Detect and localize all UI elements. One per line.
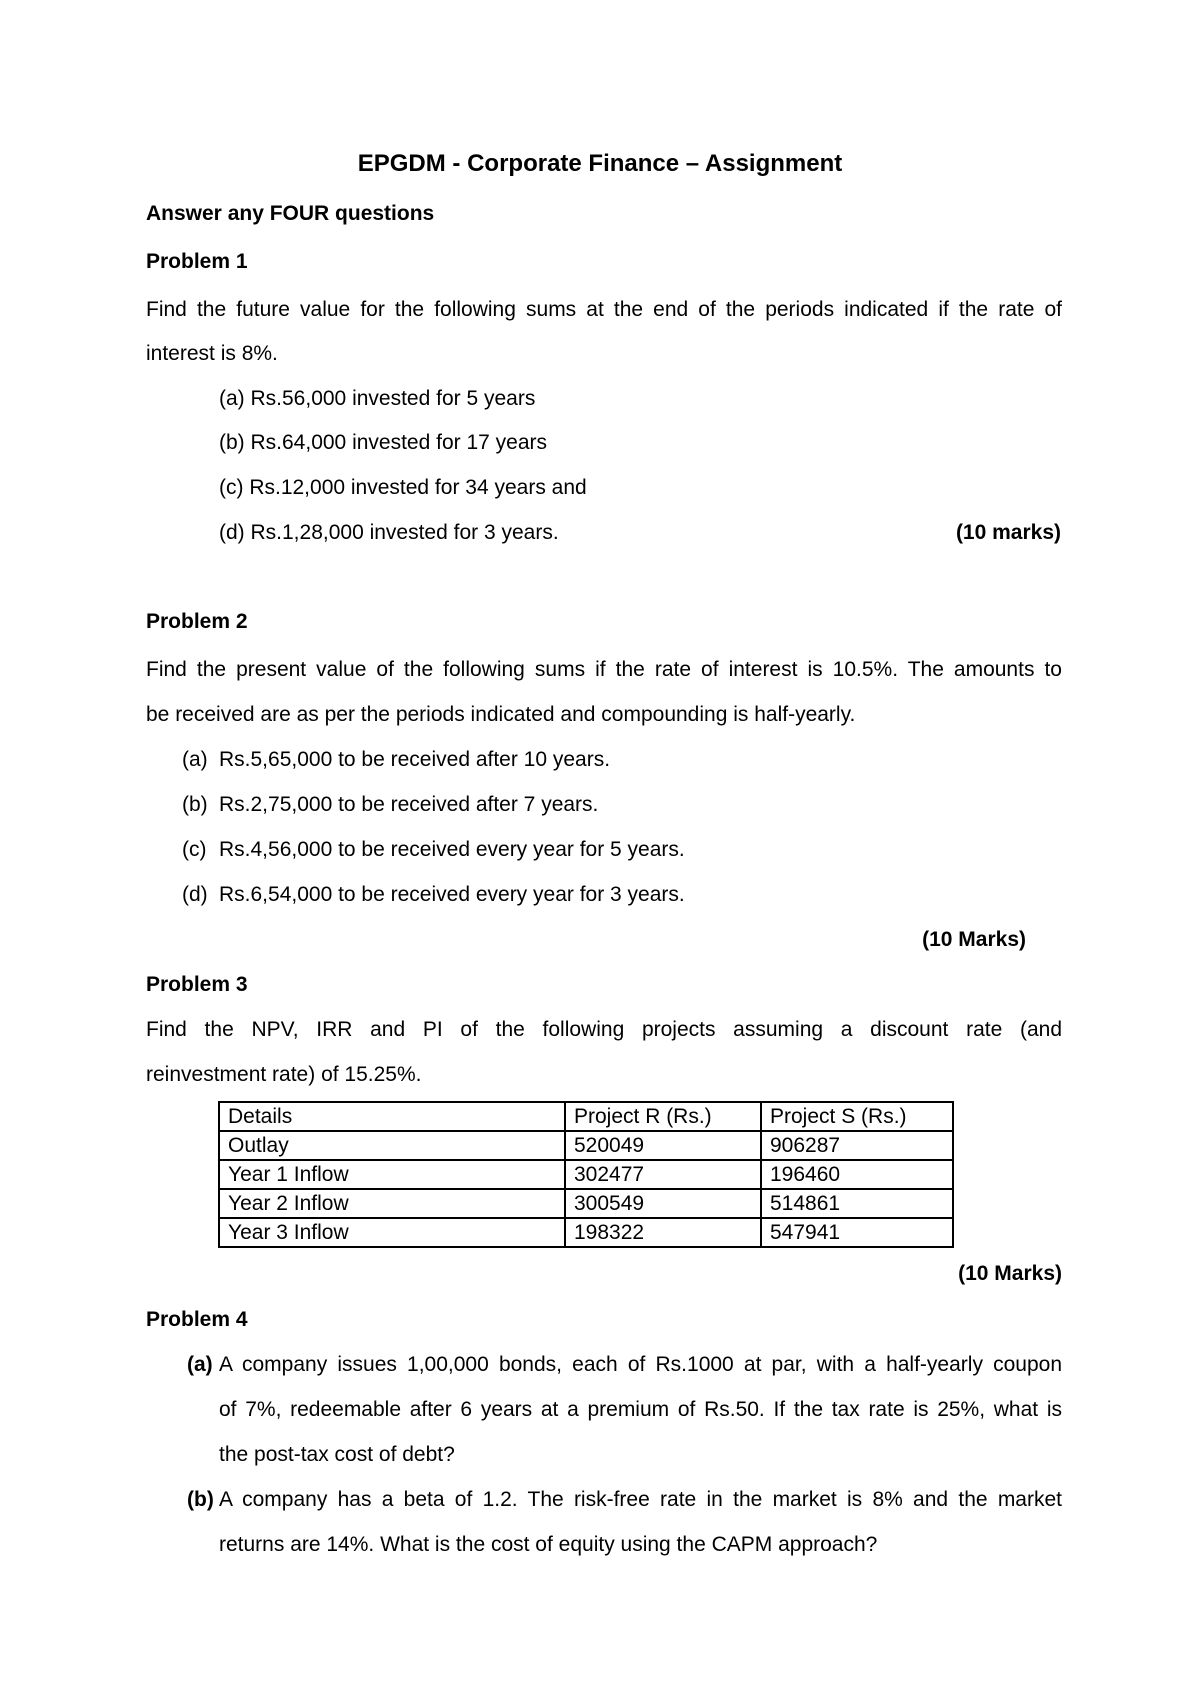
table-row xyxy=(219,1131,953,1160)
table-cell: 198322 xyxy=(565,1218,761,1247)
problem-4-b-line-2: returns are 14%. What is the cost of equity using the CAPM approach? xyxy=(219,1533,878,1556)
problem-2-marks: (10 Marks) xyxy=(922,928,1026,951)
problem-2-item-a-label: (a) xyxy=(182,748,208,771)
problem-1-text-line-1: Find the future value for the following sums at the end of the periods indicated if the rate of xyxy=(146,298,1062,321)
problem-2-item-d-text: Rs.6,54,000 to be received every year for 3 years. xyxy=(219,883,685,906)
problem-1-item-d: (d) Rs.1,28,000 invested for 3 years. xyxy=(219,521,559,544)
projects-table xyxy=(218,1101,954,1248)
table-cell: 302477 xyxy=(565,1160,761,1189)
problem-3-marks: (10 Marks) xyxy=(958,1262,1062,1285)
problem-1-item-b: (b) Rs.64,000 invested for 17 years xyxy=(219,431,548,454)
problem-2-item-b-text: Rs.2,75,000 to be received after 7 years. xyxy=(219,793,599,816)
problem-2-item-a-text: Rs.5,65,000 to be received after 10 years. xyxy=(219,748,611,771)
page-title: EPGDM - Corporate Finance – Assignment xyxy=(357,150,843,177)
problem-1-marks: (10 marks) xyxy=(955,521,1061,544)
problem-2-text-line-2: be received are as per the periods indicated and compounding is half-yearly. xyxy=(146,703,856,726)
table-cell: 196460 xyxy=(761,1160,953,1189)
table-row xyxy=(219,1160,953,1189)
table-header-cell: Details xyxy=(219,1102,565,1131)
table-cell: Outlay xyxy=(219,1131,565,1160)
problem-4-a-line-1: A company issues 1,00,000 bonds, each of Rs.1000 at par, with a half-yearly coupon xyxy=(219,1353,1062,1376)
table-header-cell: Project S (Rs.) xyxy=(761,1102,953,1131)
problem-3-heading: Problem 3 xyxy=(146,973,248,996)
table-cell: 300549 xyxy=(565,1189,761,1218)
table-cell: 514861 xyxy=(761,1189,953,1218)
problem-4-heading: Problem 4 xyxy=(146,1308,248,1331)
instruction: Answer any FOUR questions xyxy=(146,202,435,225)
problem-4-b-label: (b) xyxy=(187,1488,214,1511)
problem-2-text-line-1: Find the present value of the following sums if the rate of interest is 10.5%. The amounts to xyxy=(146,658,1062,681)
problem-4-a-line-2: of 7%, redeemable after 6 years at a premium of Rs.50. If the tax rate is 25%, what is xyxy=(219,1398,1062,1421)
problem-3-text-line-1: Find the NPV, IRR and PI of the following projects assuming a discount rate (and xyxy=(146,1018,1062,1041)
problem-2-item-b-label: (b) xyxy=(182,793,208,816)
problem-2-item-c-text: Rs.4,56,000 to be received every year for 5 years. xyxy=(219,838,685,861)
problem-1-item-c: (c) Rs.12,000 invested for 34 years and xyxy=(219,476,587,499)
table-cell: Year 2 Inflow xyxy=(219,1189,565,1218)
problem-2-heading: Problem 2 xyxy=(146,610,248,633)
table-header-cell: Project R (Rs.) xyxy=(565,1102,761,1131)
problem-1-heading: Problem 1 xyxy=(146,250,248,273)
problem-4-a-line-3: the post-tax cost of debt? xyxy=(219,1443,455,1466)
problem-1-item-a: (a) Rs.56,000 invested for 5 years xyxy=(219,387,536,410)
table-cell: Year 3 Inflow xyxy=(219,1218,565,1247)
problem-2-item-c-label: (c) xyxy=(182,838,207,861)
table-cell: 520049 xyxy=(565,1131,761,1160)
problem-4-b-line-1: A company has a beta of 1.2. The risk-free rate in the market is 8% and the market xyxy=(219,1488,1062,1511)
table-cell: 547941 xyxy=(761,1218,953,1247)
table-row xyxy=(219,1189,953,1218)
problem-1-text-line-2: interest is 8%. xyxy=(146,342,278,365)
table-cell: 906287 xyxy=(761,1131,953,1160)
problem-3-text-line-2: reinvestment rate) of 15.25%. xyxy=(146,1063,422,1086)
problem-4-a-label: (a) xyxy=(187,1353,213,1376)
table-cell: Year 1 Inflow xyxy=(219,1160,565,1189)
problem-2-item-d-label: (d) xyxy=(182,883,208,906)
table-row xyxy=(219,1218,953,1247)
table-header-row xyxy=(219,1102,953,1131)
